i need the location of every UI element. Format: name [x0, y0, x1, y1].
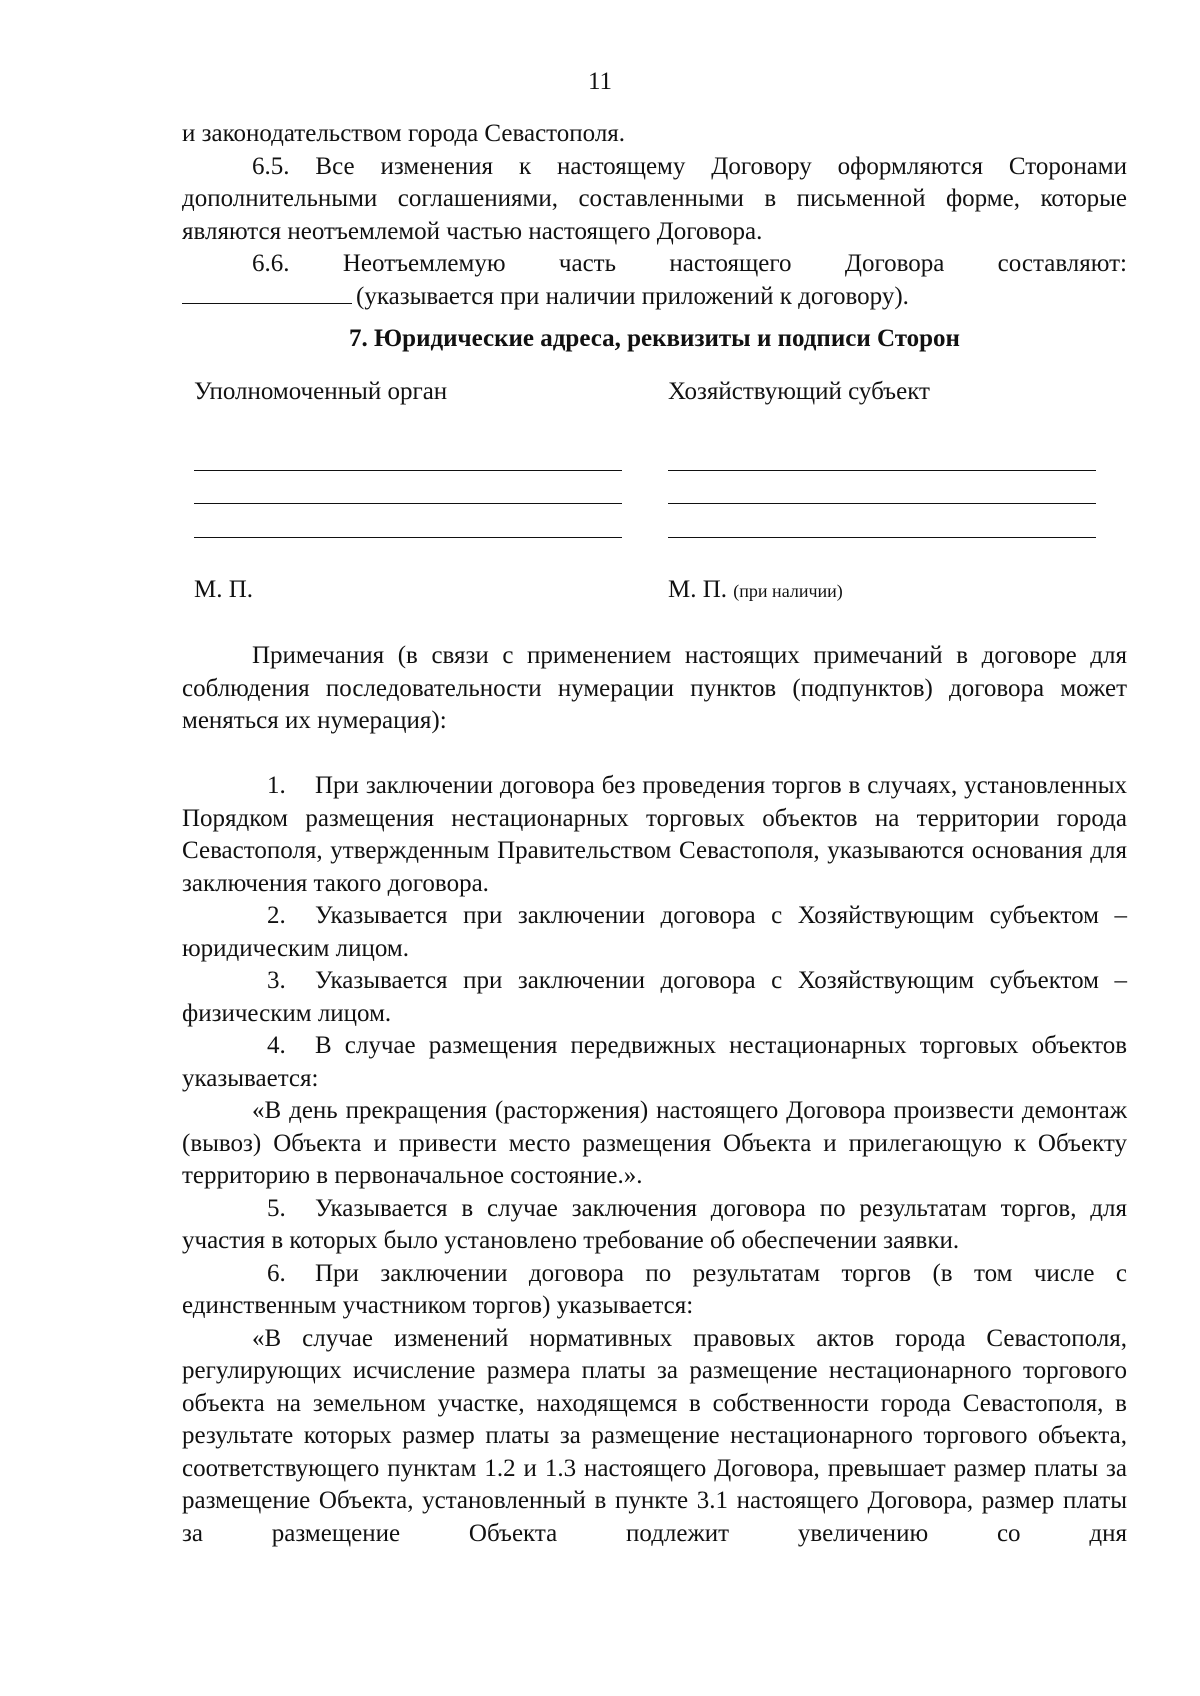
note-text-6: При заключении договора по результатам торгов (в том числе с единственным участником торгов) указывается: — [182, 1259, 1127, 1319]
note-item-5 — [182, 1193, 1127, 1258]
note-number-5: 5. — [267, 1194, 286, 1222]
right-party-label: Хозяйствующий субъект — [668, 378, 930, 405]
note-number-1: 1. — [267, 772, 286, 799]
note-quote-6: «В случае изменений нормативных правовых актов города Севастополя, регулирующих исчисление размера платы за размещение нестационарного торгового объекта на земельном участке, находящемся в собственности города Севастополя, в результате которых размер платы за размещение нестационарного торгового объекта, соответствующего пунктам 1.2 и 1.3 настоящего Договора, превышает размер платы за размещение Объекта, установленный в пункте 3.1 настоящего Договора, размер платы за размещение Объекта подлежит увеличению со дня — [182, 1324, 1127, 1547]
note-text-4: В случае размещения передвижных нестационарных торговых объектов указывается: — [182, 1032, 1127, 1092]
note-item-2 — [182, 900, 1127, 965]
left-signature-line-1 — [194, 470, 622, 471]
right-signature-line-2 — [668, 503, 1096, 504]
right-signature-line-1 — [668, 470, 1096, 471]
note-number-3: 3. — [267, 967, 286, 994]
page-number: 11 — [587, 68, 613, 95]
clause-6-5: 6.5. Все изменения к настоящему Договору оформляются Сторонами дополнительными соглашениями, составленными в письменной форме, которые являются неотъемлемой частью настоящего Договора. — [182, 152, 1127, 245]
right-seal-label — [668, 576, 843, 604]
right-seal-note: (при наличии) — [733, 581, 843, 601]
note-number-6: 6. — [267, 1259, 286, 1287]
left-signature-line-2 — [194, 503, 622, 504]
continuation-line: и законодательством города Севастополя. — [182, 120, 626, 147]
note-item-3 — [182, 965, 1127, 1030]
notes-list — [182, 770, 1127, 1550]
note-number-2: 2. — [267, 902, 286, 929]
section-7-title: 7. Юридические адреса, реквизиты и подписи Сторон — [349, 325, 960, 352]
note-item-1 — [182, 770, 1127, 900]
blank-field — [182, 281, 352, 304]
note-quote-4: «В день прекращения (расторжения) настоящего Договора произвести демонтаж (вывоз) Объекта и привести место размещения Объекта и прилегающую к Объекту территорию в первоначальное состояние.». — [182, 1097, 1127, 1189]
note-number-4: 4. — [267, 1032, 286, 1059]
left-signature-line-3 — [194, 537, 622, 538]
right-seal-text: М. П. — [668, 576, 728, 603]
left-party-label: Уполномоченный орган — [194, 378, 448, 405]
note-text-1: При заключении договора без проведения торгов в случаях, установленных Порядком размещения нестационарных торговых объектов на территории города Севастополя, утвержденным Правительством Севастополя, указываются основания для заключения такого договора. — [182, 772, 1127, 897]
clause-6-6: 6.6. Неотъемлемую часть настоящего Договора составляют: — [252, 250, 1127, 277]
section-6-continuation — [182, 118, 1127, 313]
notes-intro-block — [182, 640, 1127, 738]
notes-intro: Примечания (в связи с применением настоящих примечаний в договоре для соблюдения последовательности нумерации пунктов (подпунктов) договора может меняться их нумерация): — [182, 642, 1127, 734]
clause-6-6-note: (указывается при наличии приложений к договору). — [356, 282, 909, 310]
note-text-2: Указывается при заключении договора с Хозяйствующим субъектом – юридическим лицом. — [182, 902, 1127, 962]
note-text-3: Указывается при заключении договора с Хозяйствующим субъектом – физическим лицом. — [182, 967, 1127, 1027]
note-text-5: Указывается в случае заключения договора по результатам торгов, для участия в которых было установлено требование об обеспечении заявки. — [182, 1194, 1127, 1254]
clause-6-6-note-line — [182, 281, 1127, 314]
note-item-4 — [182, 1030, 1127, 1095]
left-seal-label: М. П. — [194, 576, 254, 603]
note-item-6 — [182, 1258, 1127, 1323]
right-signature-line-3 — [668, 537, 1096, 538]
